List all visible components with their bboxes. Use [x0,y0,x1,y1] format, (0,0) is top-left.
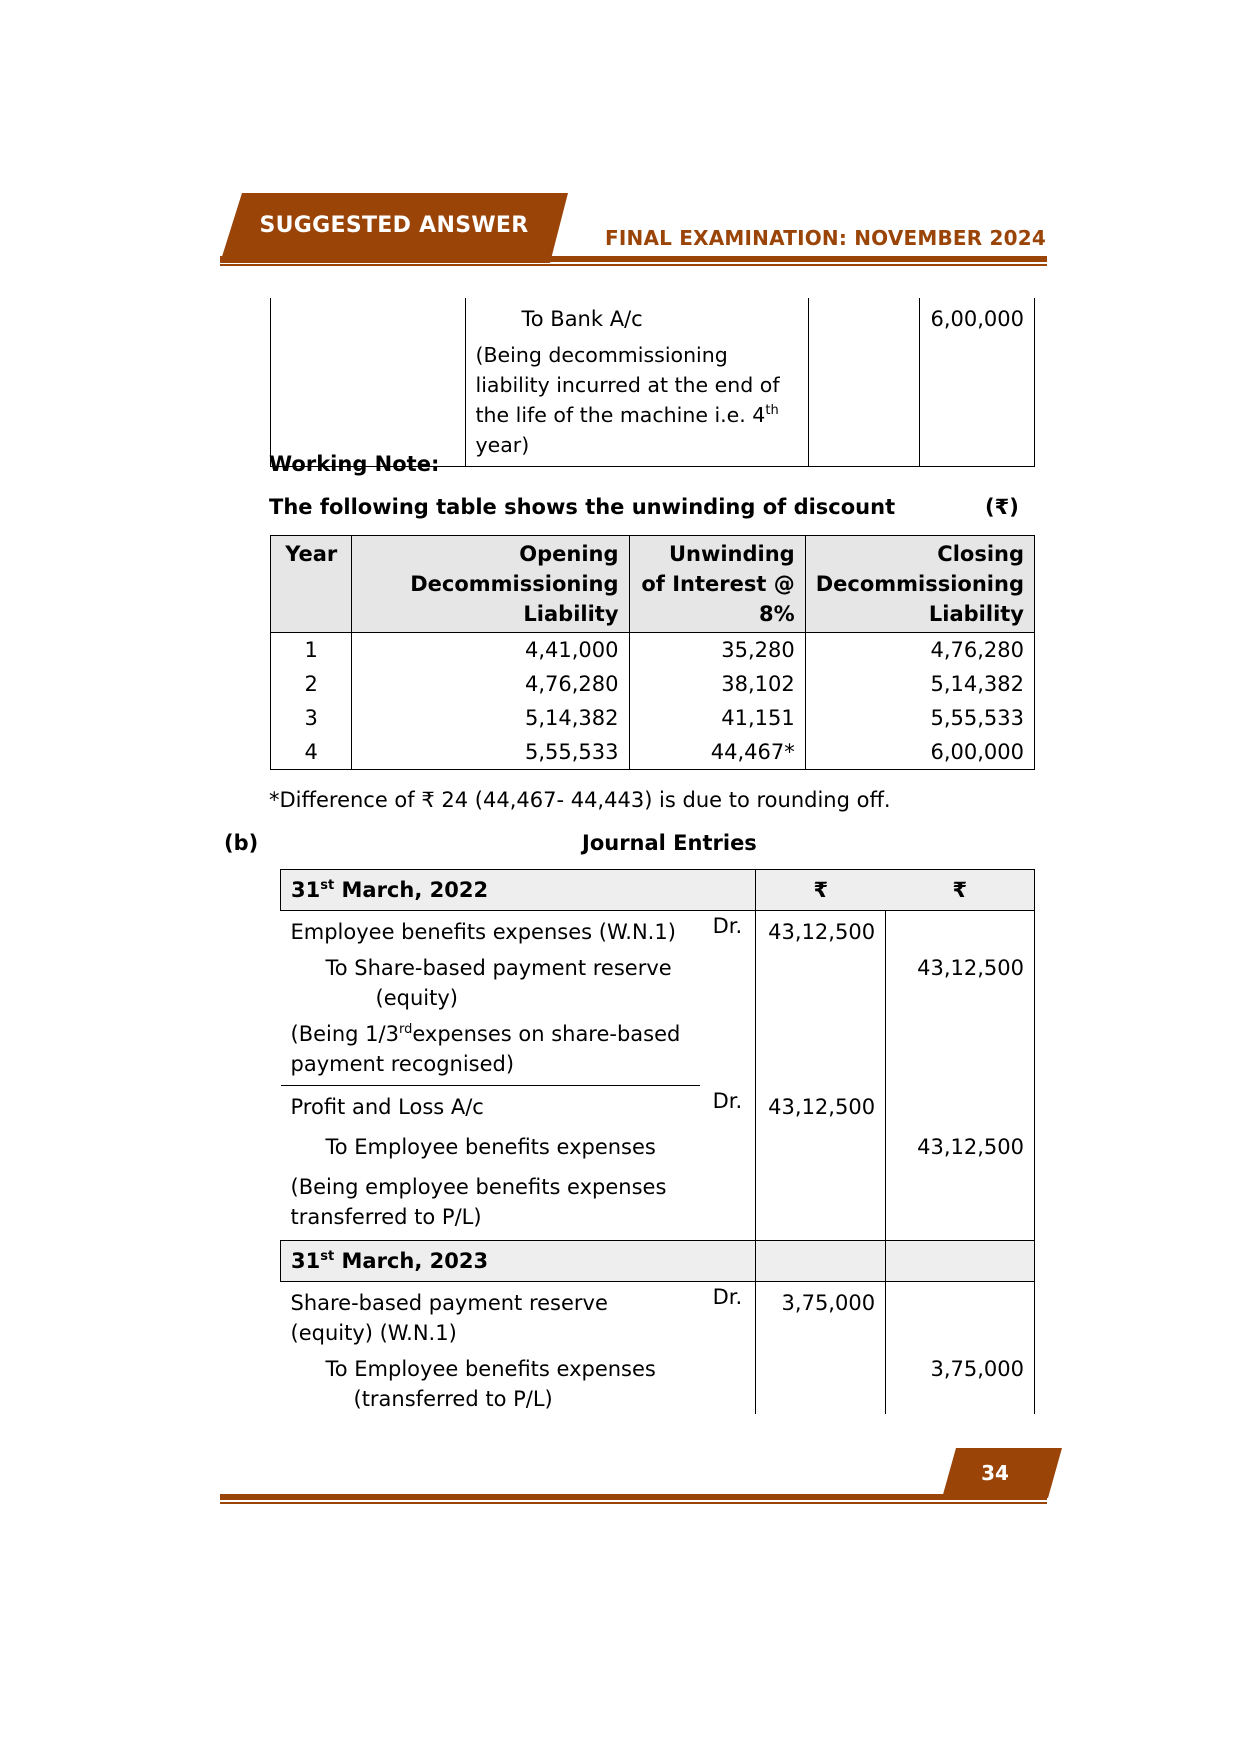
part-b-label: (b) [224,831,259,855]
entry1-debit-amount: 43,12,500 [756,911,886,954]
carryover-debit-cell [809,298,920,467]
cell-year: 3 [271,701,352,735]
entry2-dr: Dr. [700,1086,756,1129]
table-row [271,633,1035,668]
entry1-credit-line: To Share-based payment reserve (equity) [325,956,672,1010]
cell-closing: 5,14,382 [805,667,1034,701]
footer-rule [220,1494,1047,1500]
cell-year: 1 [271,633,352,668]
cell-opening: 5,55,533 [352,735,629,770]
col-header-unwinding: Unwinding of Interest @ 8% [629,536,805,633]
header-tab-label: SUGGESTED ANSWER [259,212,529,238]
entry2-credit-amount: 43,12,500 [886,1128,1035,1166]
entry2-narration: (Being employee benefits expenses transferred to P/L) [290,1175,667,1229]
journal-entries-title: Journal Entries [582,831,757,855]
cell-opening: 4,76,280 [352,667,629,701]
carryover-credit-line: To Bank A/c [521,307,643,331]
page-number: 34 [981,1461,1009,1485]
entry3-dr: Dr. [700,1282,756,1355]
carryover-narration: (Being decommissioning liability incurred at the end of the life of the machine i.e. 4th year) [475,343,780,457]
cell-closing: 6,00,000 [805,735,1034,770]
entry1-credit-empty [886,911,1035,954]
entry2-debit-amount: 43,12,500 [756,1086,886,1129]
working-note-currency: (₹) [985,495,1019,519]
table-row [271,667,1035,701]
entry2-credit-line: To Employee benefits expenses [325,1135,656,1159]
date-2022: 31st March, 2022 [281,870,756,911]
col-header-year: Year [271,536,352,633]
cell-unwinding: 41,151 [629,701,805,735]
journal-entries-table [280,869,1035,1414]
col-header-opening: Opening Decommissioning Liability [352,536,629,633]
cell-closing: 4,76,280 [805,633,1034,668]
entry1-dr: Dr. [700,911,756,954]
carryover-credit-amount: 6,00,000 [920,298,1035,467]
entry1-credit-amount: 43,12,500 [886,953,1035,1013]
debit-currency-header: ₹ [756,870,886,911]
entry3-credit-amount: 3,75,000 [886,1354,1035,1414]
cell-year: 4 [271,735,352,770]
entry3-debit-line: Share-based payment reserve (equity) (W.N.1) [290,1291,608,1345]
cell-unwinding: 35,280 [629,633,805,668]
table-row [271,735,1035,770]
cell-year: 2 [271,667,352,701]
cell-unwinding: 38,102 [629,667,805,701]
header-rule [220,256,1047,262]
cell-closing: 5,55,533 [805,701,1034,735]
exam-title: FINAL EXAMINATION: NOVEMBER 2024 [605,226,1046,250]
carryover-particulars [465,298,809,467]
carryover-entry-table [270,298,1035,467]
entry1-narration: (Being 1/3rdexpenses on share-based payment recognised) [281,1013,700,1086]
cell-opening: 4,41,000 [352,633,629,668]
entry3-debit-amount: 3,75,000 [756,1282,886,1355]
entry3-credit-line: To Employee benefits expenses (transferred to P/L) [325,1357,656,1411]
working-note-subtitle: The following table shows the unwinding of discount [269,495,896,519]
table-row [271,701,1035,735]
cell-opening: 5,14,382 [352,701,629,735]
entry1-debit-line: Employee benefits expenses (W.N.1) [290,920,676,944]
entry2-debit-line: Profit and Loss A/c [290,1095,484,1119]
rounding-footnote: *Difference of ₹ 24 (44,467- 44,443) is due to rounding off. [269,788,891,812]
carryover-date-cell [271,298,466,467]
unwinding-table [270,535,1035,770]
header-rule-thin [220,264,1047,266]
col-header-closing: Closing Decommissioning Liability [805,536,1034,633]
working-note-title: Working Note: [269,452,440,476]
date-row-2022 [281,870,1035,911]
date-2023: 31st March, 2023 [281,1241,756,1282]
date-row-2023 [281,1241,1035,1282]
cell-unwinding: 44,467* [629,735,805,770]
credit-currency-header: ₹ [886,870,1035,911]
footer-rule-thin [220,1502,1047,1504]
